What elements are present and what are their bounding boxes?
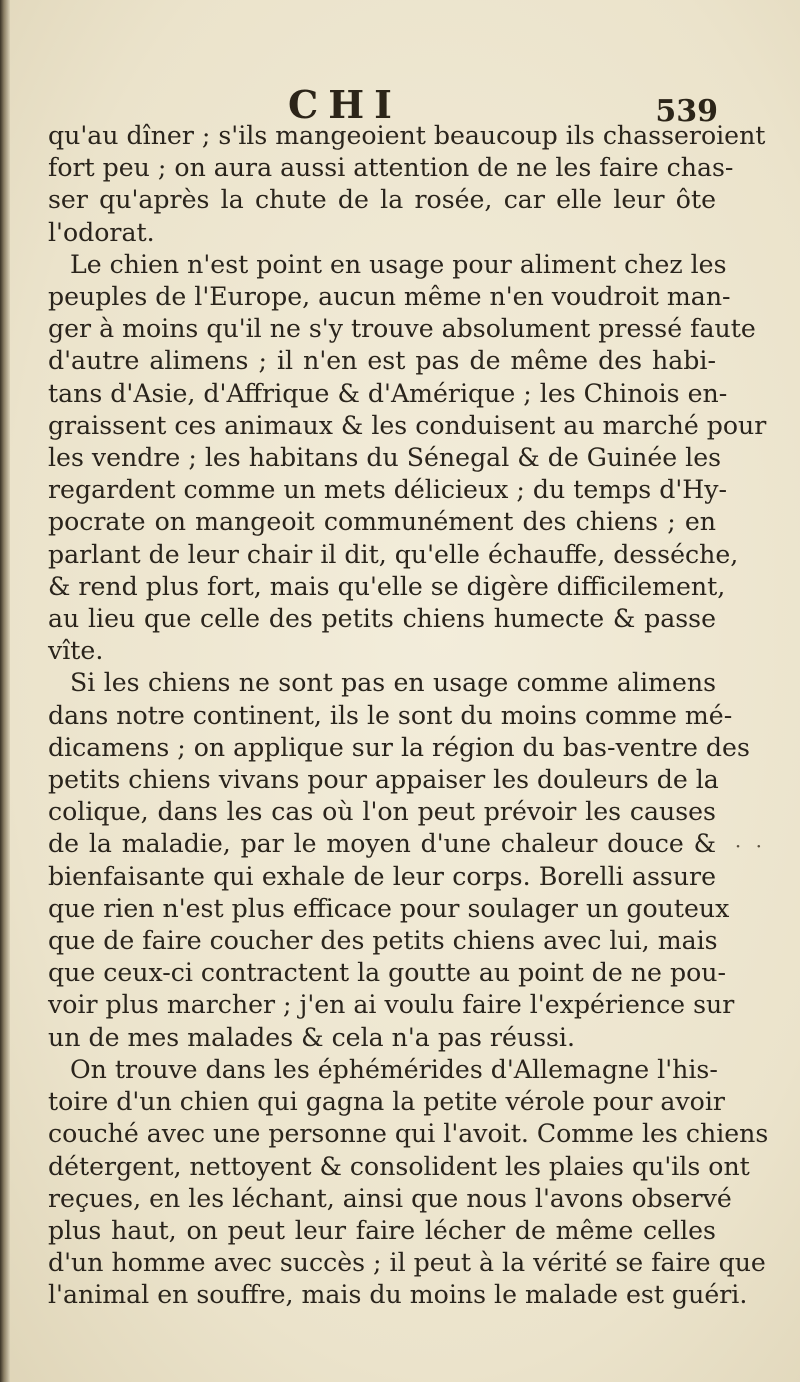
text-line: les vendre ; les habitans du Sénegal & de Guinée les — [48, 443, 722, 473]
text-line: ser qu'après la chute de la rosée, car elle leur ôte — [48, 185, 716, 215]
paragraph-start-line: Si les chiens ne sont pas en usage comme alimens — [70, 668, 716, 698]
text-line: tans d'Asie, d'Affrique & d'Amérique ; les Chinois en- — [48, 378, 728, 408]
body-text — [48, 120, 769, 1312]
text-line: qu'au dîner ; s'ils mangeoient beaucoup ils chasseroient — [48, 121, 766, 150]
text-line: graissent ces animaux & les conduisent au marché pour — [48, 410, 767, 440]
text-line: pocrate on mangeoit communément des chiens ; en — [48, 507, 716, 537]
text-line: que rien n'est plus efficace pour soulager un gouteux — [48, 893, 730, 923]
text-line: dicamens ; on applique sur la région du bas-ventre des — [48, 732, 750, 762]
text-line: l'animal en souffre, mais du moins le malade est guéri. — [48, 1280, 748, 1310]
text-line: reçues, en les léchant, ainsi que nous l'avons observé — [48, 1183, 732, 1213]
paragraph-start-line: Le chien n'est point en usage pour aliment chez les — [70, 249, 727, 279]
text-line: colique, dans les cas où l'on peut prévoir les causes — [48, 797, 716, 827]
running-head: CHI — [288, 82, 402, 127]
text-line: parlant de leur chair il dit, qu'elle échauffe, desséche, — [48, 539, 739, 569]
text-line: au lieu que celle des petits chiens humecte & passe — [48, 604, 716, 634]
text-line: un de mes malades & cela n'a pas réussi. — [48, 1022, 575, 1052]
text-line: détergent, nettoyent & consolident les plaies qu'ils ont — [48, 1151, 750, 1181]
text-line: toire d'un chien qui gagna la petite vérole pour avoir — [48, 1087, 725, 1117]
text-line: couché avec une personne qui l'avoit. Comme les chiens — [48, 1119, 769, 1149]
text-line: de la maladie, par le moyen d'une chaleur douce & — [48, 829, 716, 859]
text-line: d'un homme avec succès ; il peut à la vérité se faire que — [48, 1248, 766, 1278]
text-line: que ceux-ci contractent la goutte au point de ne pou- — [48, 958, 726, 988]
text-line: dans notre continent, ils le sont du moins comme mé- — [48, 700, 733, 730]
text-line: & rend plus fort, mais qu'elle se digère difficilement, — [48, 571, 726, 601]
page-gutter-shadow — [0, 0, 10, 1382]
text-line: peuples de l'Europe, aucun même n'en voudroit man- — [48, 282, 731, 312]
text-line: voir plus marcher ; j'en ai voulu faire l'expérience sur — [48, 990, 735, 1020]
paragraph-start-line: On trouve dans les éphémérides d'Allemagne l'his- — [70, 1054, 718, 1084]
text-line: d'autre alimens ; il n'en est pas de même des habi- — [48, 346, 716, 376]
text-line: que de faire coucher des petits chiens avec lui, mais — [48, 926, 718, 956]
margin-mark: · · — [734, 834, 766, 858]
page-number: 539 — [655, 94, 718, 129]
text-line: plus haut, on peut leur faire lécher de même celles — [48, 1215, 716, 1245]
text-line: l'odorat. — [48, 217, 155, 247]
text-line: fort peu ; on aura aussi attention de ne les faire chas- — [48, 153, 734, 183]
text-line: ger à moins qu'il ne s'y trouve absolument pressé faute — [48, 314, 756, 344]
text-line: regardent comme un mets délicieux ; du temps d'Hy- — [48, 475, 727, 505]
text-line: bienfaisante qui exhale de leur corps. Borelli assure — [48, 861, 716, 891]
text-line: petits chiens vivans pour appaiser les douleurs de la — [48, 765, 719, 795]
text-line: vîte. — [48, 636, 104, 666]
